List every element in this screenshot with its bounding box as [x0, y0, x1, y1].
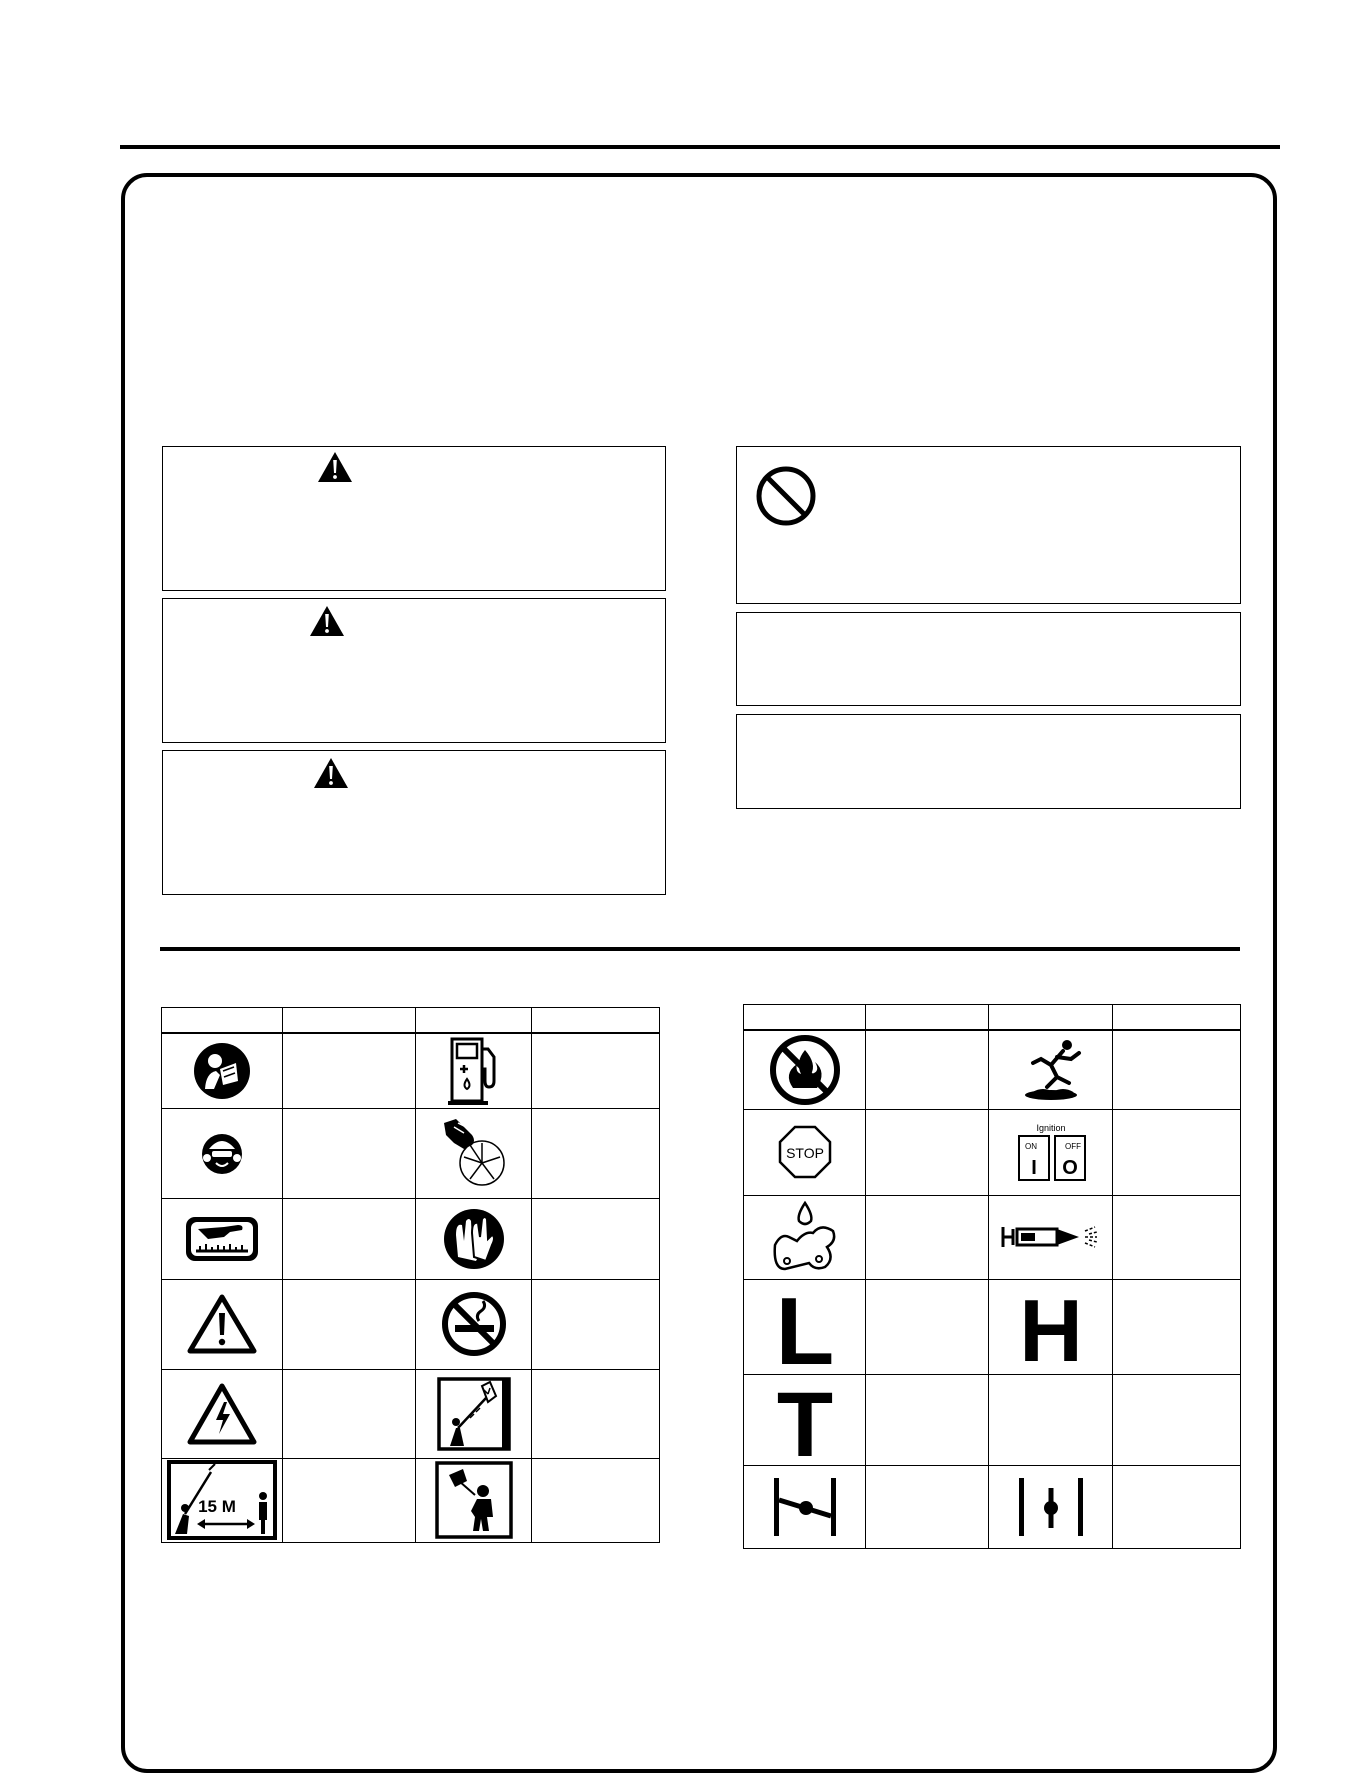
thrown-objects-icon [435, 1461, 513, 1539]
hand-rotating-blade-icon [436, 1115, 512, 1191]
warning-triangle-icon [317, 451, 353, 483]
on-symbol: I [1030, 1157, 1037, 1179]
warning-triangle-icon [309, 605, 345, 637]
on-label: ON [1024, 1142, 1037, 1151]
header-cell [989, 1005, 1113, 1031]
ignition-switch-icon [1011, 1120, 1091, 1184]
ignition-label: Ignition [1035, 1123, 1066, 1133]
symbol-table-left [161, 1007, 660, 1543]
table-row [744, 1374, 1241, 1465]
letter-l-icon [775, 1284, 835, 1370]
head-eye-ear-protection-icon [201, 1129, 243, 1177]
header-cell [1113, 1005, 1241, 1031]
hot-surface-hand-icon [184, 1215, 260, 1263]
table-row [162, 1279, 660, 1369]
warning-box-3 [162, 750, 666, 895]
off-symbol: O [1061, 1157, 1078, 1179]
warning-box-2 [162, 598, 666, 743]
stop-sign-label: STOP [785, 1145, 824, 1161]
electric-shock-icon [186, 1382, 258, 1446]
warning-box-1 [162, 446, 666, 591]
letter-h-icon [1018, 1287, 1084, 1367]
svg-text:T: T [776, 1377, 833, 1462]
off-label: OFF [1064, 1142, 1081, 1151]
header-cell [866, 1005, 989, 1031]
table-row [162, 1198, 660, 1279]
svg-text:L: L [775, 1283, 834, 1370]
read-manual-icon [192, 1041, 252, 1101]
prohibition-circle-icon [755, 465, 817, 527]
table-row [744, 1195, 1241, 1279]
table-row [744, 1465, 1241, 1548]
fuel-pump-icon [446, 1035, 502, 1107]
notice-box-2 [736, 612, 1241, 706]
table-row [744, 1279, 1241, 1374]
table-row [162, 1108, 660, 1198]
header-cell [416, 1008, 532, 1034]
stop-sign-icon [778, 1125, 832, 1179]
safe-distance-icon [167, 1460, 277, 1540]
header-cell [283, 1008, 416, 1034]
table-row [162, 1369, 660, 1458]
slip-hazard-icon [1011, 1037, 1091, 1103]
falling-debris-icon [436, 1376, 512, 1452]
no-open-flame-icon [769, 1034, 841, 1106]
gloves-icon [442, 1207, 506, 1271]
no-smoking-icon [441, 1291, 507, 1357]
grease-gun-icon [999, 1221, 1103, 1253]
notice-box-1 [736, 446, 1241, 604]
table-row [744, 1030, 1241, 1109]
header-cell [162, 1008, 283, 1034]
top-rule [120, 145, 1280, 149]
notice-box-3 [736, 714, 1241, 809]
caution-triangle-icon [186, 1293, 258, 1355]
table-row [162, 1033, 660, 1108]
safe-distance-label: 15 M [198, 1497, 236, 1516]
warning-triangle-icon [313, 757, 349, 789]
choke-open-icon [1013, 1476, 1089, 1538]
chain-oil-icon [769, 1199, 841, 1275]
header-cell [744, 1005, 866, 1031]
choke-closed-icon [770, 1476, 840, 1538]
symbol-table-right [743, 1004, 1241, 1549]
svg-text:H: H [1018, 1286, 1083, 1367]
header-cell [532, 1008, 660, 1034]
table-row [744, 1109, 1241, 1195]
table-row [162, 1458, 660, 1542]
section-rule [160, 947, 1240, 951]
letter-t-icon [770, 1378, 840, 1462]
